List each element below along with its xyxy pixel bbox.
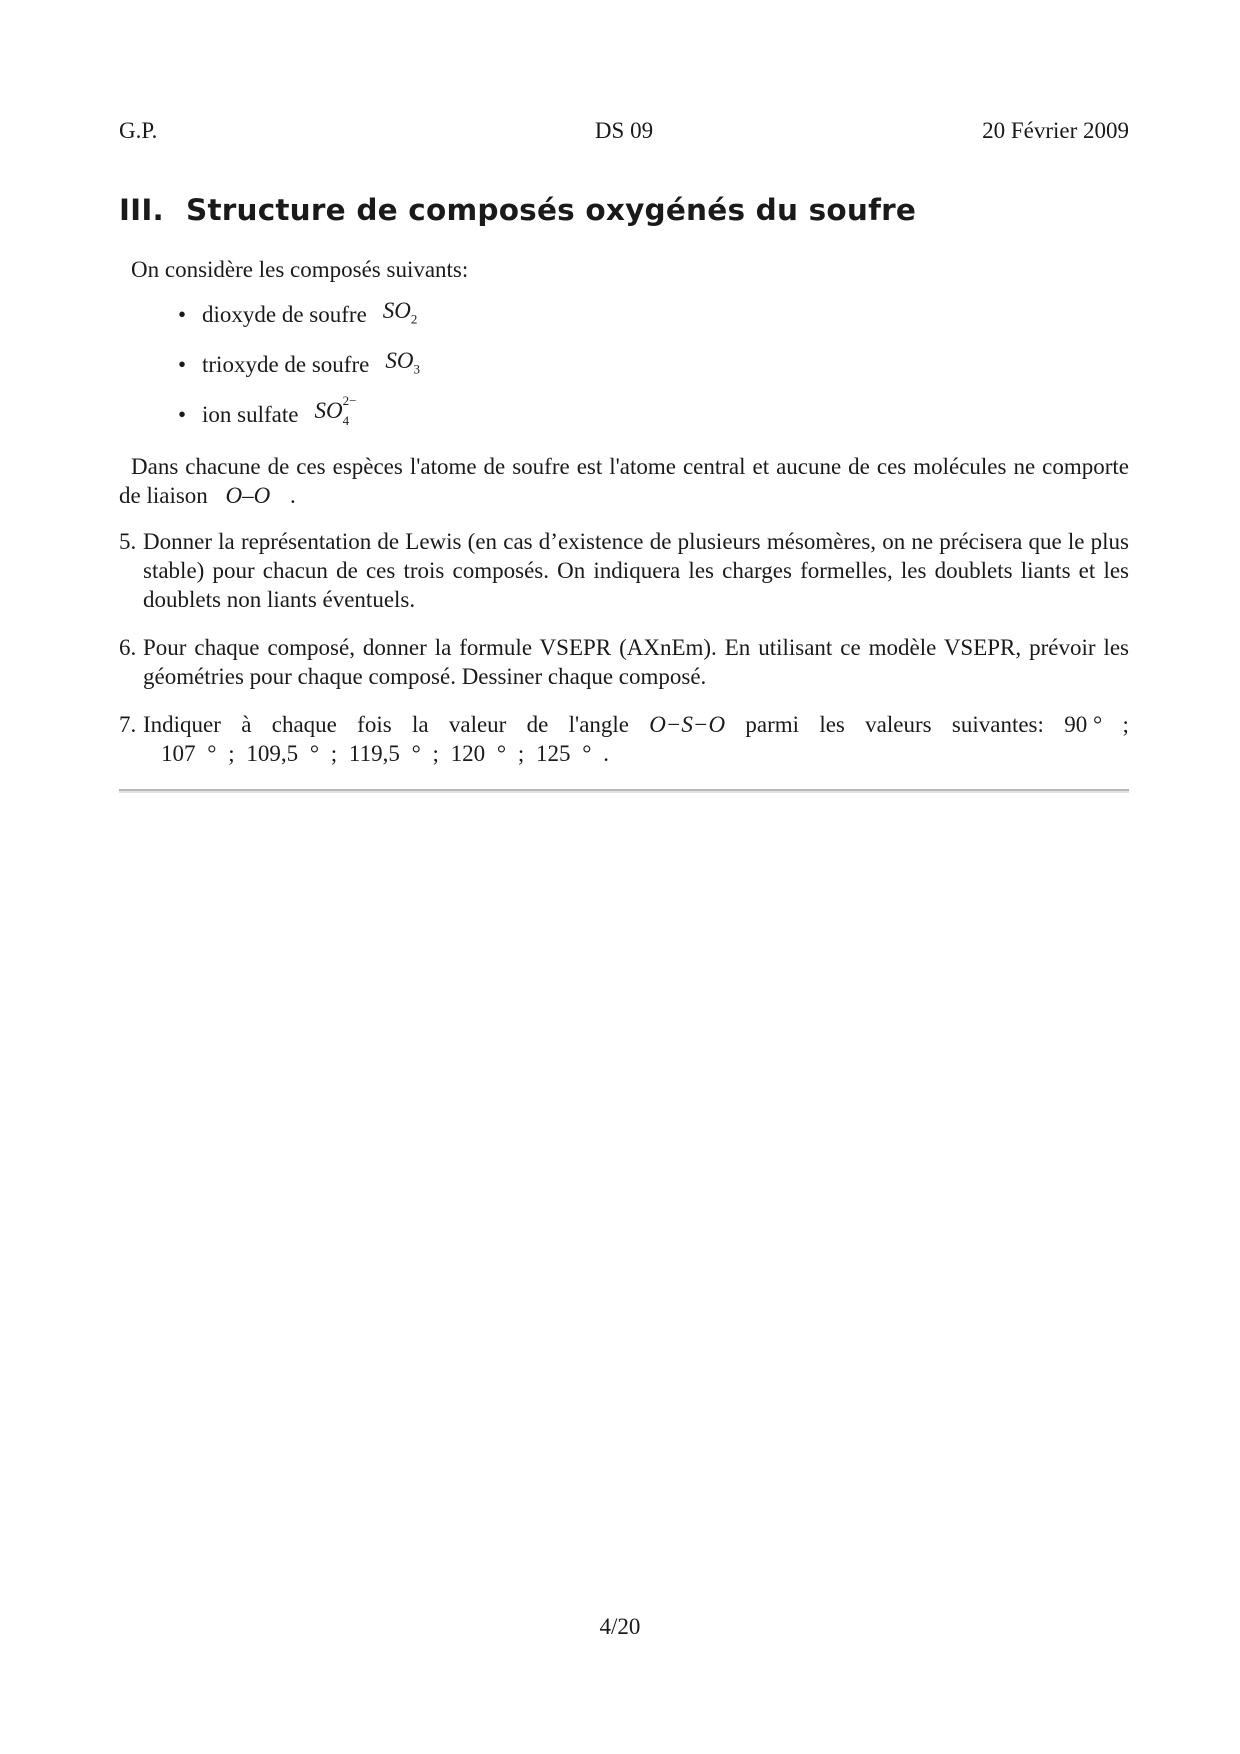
formula-charge-stack bbox=[342, 393, 361, 428]
intro-text: On considère les composés suivants: bbox=[131, 257, 469, 282]
page-number: 4/20 bbox=[599, 1614, 641, 1639]
compound-formula bbox=[314, 393, 360, 428]
formula-base: SO bbox=[314, 398, 343, 423]
compound-formula bbox=[383, 296, 418, 334]
header-exam: DS 09 bbox=[594, 118, 654, 143]
word: ; bbox=[1122, 712, 1129, 737]
formula-base: SO bbox=[385, 347, 414, 373]
compound-name: ion sulfate bbox=[202, 402, 299, 427]
statement-text: Dans chacune de ces espèces l'atome de soufre est l'atome central et aucune de ces molécules ne comporte de liaison bbox=[119, 454, 1129, 508]
word: à bbox=[241, 712, 252, 737]
question-text: Donner la représentation de Lewis (en cas d’existence de plusieurs mésomères, on ne précisera que le plus stable) pour chacun de ces trois composés. On indiquera les charges formelles, les doublets liants et les doublets non liants éventuels. bbox=[143, 529, 1129, 612]
compound-name: trioxyde de soufre bbox=[202, 351, 370, 377]
statement-end: . bbox=[290, 483, 296, 508]
formula-superscript: 2− bbox=[342, 393, 357, 408]
formula-subscript: 3 bbox=[413, 361, 420, 377]
statement-paragraph bbox=[119, 452, 1129, 510]
formula-base: SO bbox=[382, 298, 411, 323]
formula-subscript: 2 bbox=[410, 311, 418, 327]
question-text bbox=[143, 710, 1129, 768]
question-5 bbox=[119, 527, 1129, 614]
angle-values: 107 ° ; 109,5 ° ; 119,5 ° ; 120 ° ; 125 ° . bbox=[161, 741, 609, 766]
word: chaque bbox=[271, 712, 337, 737]
word: les bbox=[819, 712, 845, 737]
question-line bbox=[143, 710, 1129, 739]
compound-name: dioxyde de soufre bbox=[202, 302, 367, 327]
question-text: Pour chaque composé, donner la formule VSEPR (AXnEm). En utilisant ce modèle VSEPR, prévoir les géométries pour chaque composé. Dessiner chaque composé. bbox=[143, 635, 1129, 689]
question-number: 7. bbox=[119, 712, 137, 737]
list-item bbox=[178, 347, 420, 400]
formula-subscript: 4 bbox=[342, 413, 350, 428]
word: valeur bbox=[448, 712, 507, 737]
word: 90 ° bbox=[1064, 712, 1103, 737]
compound-formula bbox=[385, 346, 420, 384]
question-number: 6. bbox=[119, 635, 137, 660]
question-7 bbox=[119, 710, 1129, 768]
bond-formula: O–O bbox=[225, 483, 271, 508]
angle-formula: O−S−O bbox=[649, 712, 726, 737]
section-title bbox=[119, 193, 1129, 227]
bullet-icon: • bbox=[178, 302, 187, 327]
word: Indiquer bbox=[143, 712, 221, 737]
list-item bbox=[178, 393, 420, 449]
list-item bbox=[178, 300, 420, 350]
question-6 bbox=[119, 633, 1129, 691]
word: fois bbox=[357, 712, 392, 737]
word: l'angle bbox=[568, 712, 629, 737]
bullet-icon: • bbox=[178, 351, 187, 377]
word: valeurs bbox=[865, 712, 932, 737]
question-number: 5. bbox=[119, 529, 137, 554]
header-date: 20 Février 2009 bbox=[982, 118, 1129, 143]
section-number: III. bbox=[119, 193, 164, 227]
section-divider bbox=[119, 789, 1129, 793]
word: la bbox=[411, 712, 429, 737]
section-heading: Structure de composés oxygénés du soufre bbox=[186, 193, 917, 227]
page-header bbox=[119, 118, 1129, 150]
compound-list bbox=[178, 300, 420, 449]
header-author: G.P. bbox=[119, 118, 158, 143]
word: parmi bbox=[745, 712, 800, 737]
bullet-icon: • bbox=[178, 402, 187, 427]
word: suivantes: bbox=[951, 712, 1044, 737]
word: de bbox=[526, 712, 549, 737]
